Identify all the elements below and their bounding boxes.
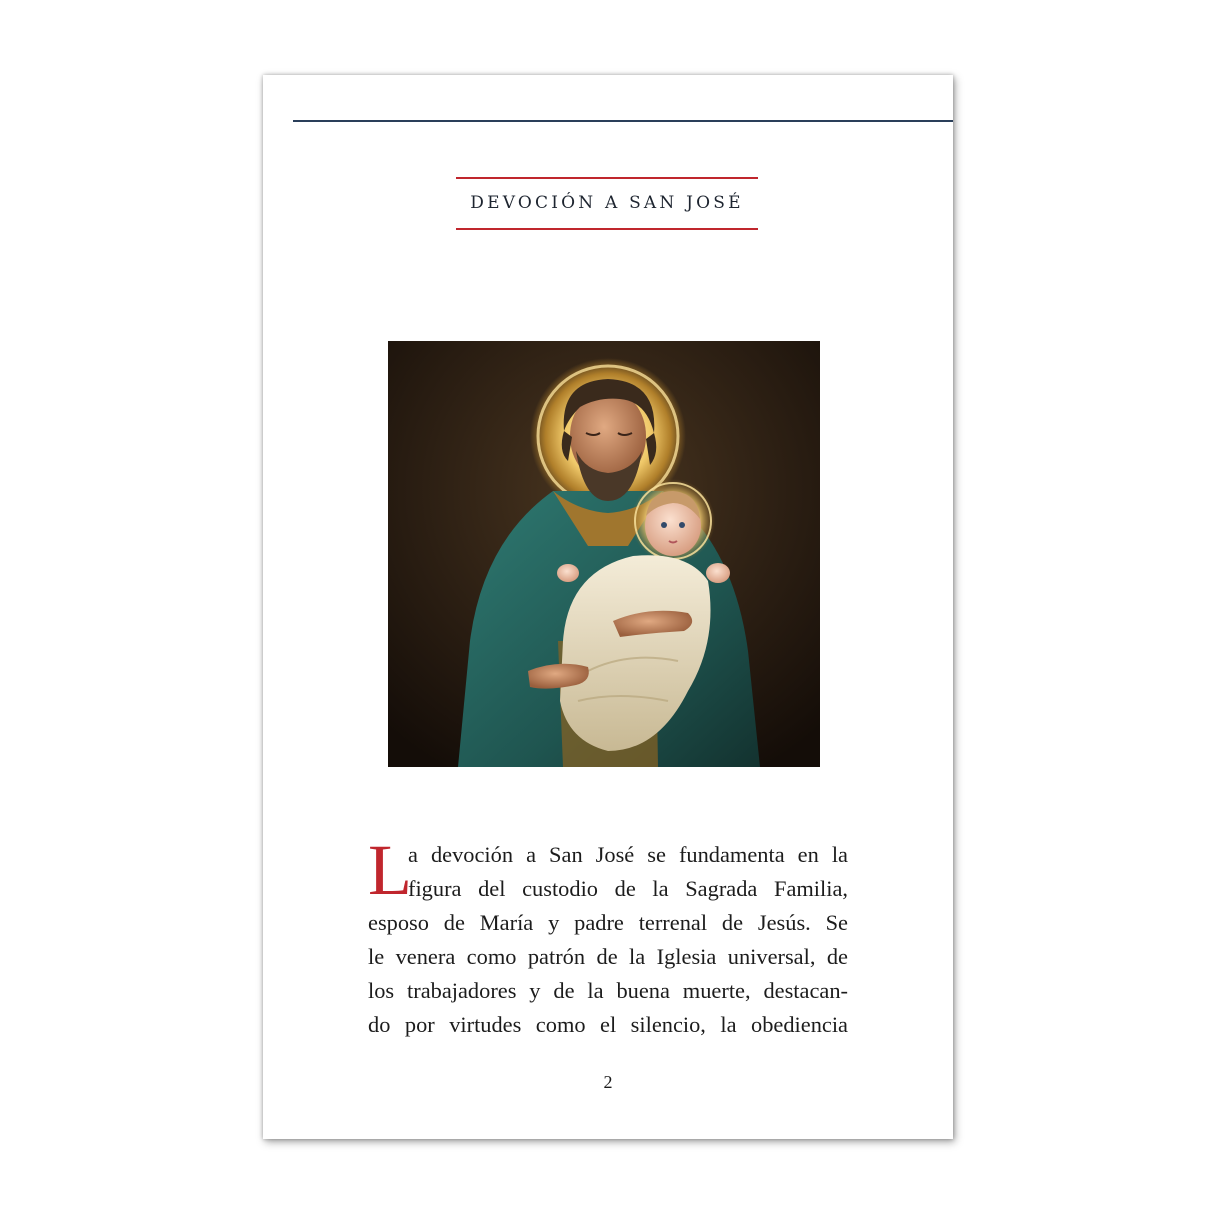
section-heading xyxy=(456,177,758,230)
heading-rule-top xyxy=(456,177,758,179)
heading-rule-bottom xyxy=(456,228,758,230)
page-number: 2 xyxy=(603,1072,613,1092)
body-line: a devoción a San José se fundamenta en la xyxy=(408,842,848,867)
body-line: esposo de María y padre terrenal de Jesús. Se xyxy=(368,910,848,935)
section-title: DEVOCIÓN A SAN JOSÉ xyxy=(470,193,744,213)
body-line: figura del custodio de la Sagrada Familia, xyxy=(408,876,848,901)
body-line: do por virtudes como el silencio, la obediencia xyxy=(368,1012,848,1037)
saint-joseph-illustration xyxy=(388,341,820,767)
header-rule xyxy=(293,120,953,122)
body-line: le venera como patrón de la Iglesia universal, de xyxy=(368,944,848,969)
book-page xyxy=(263,75,953,1139)
body-line: los trabajadores y de la buena muerte, destacan- xyxy=(368,978,848,1003)
body-paragraph xyxy=(368,830,848,1042)
drop-cap: L xyxy=(368,830,412,910)
